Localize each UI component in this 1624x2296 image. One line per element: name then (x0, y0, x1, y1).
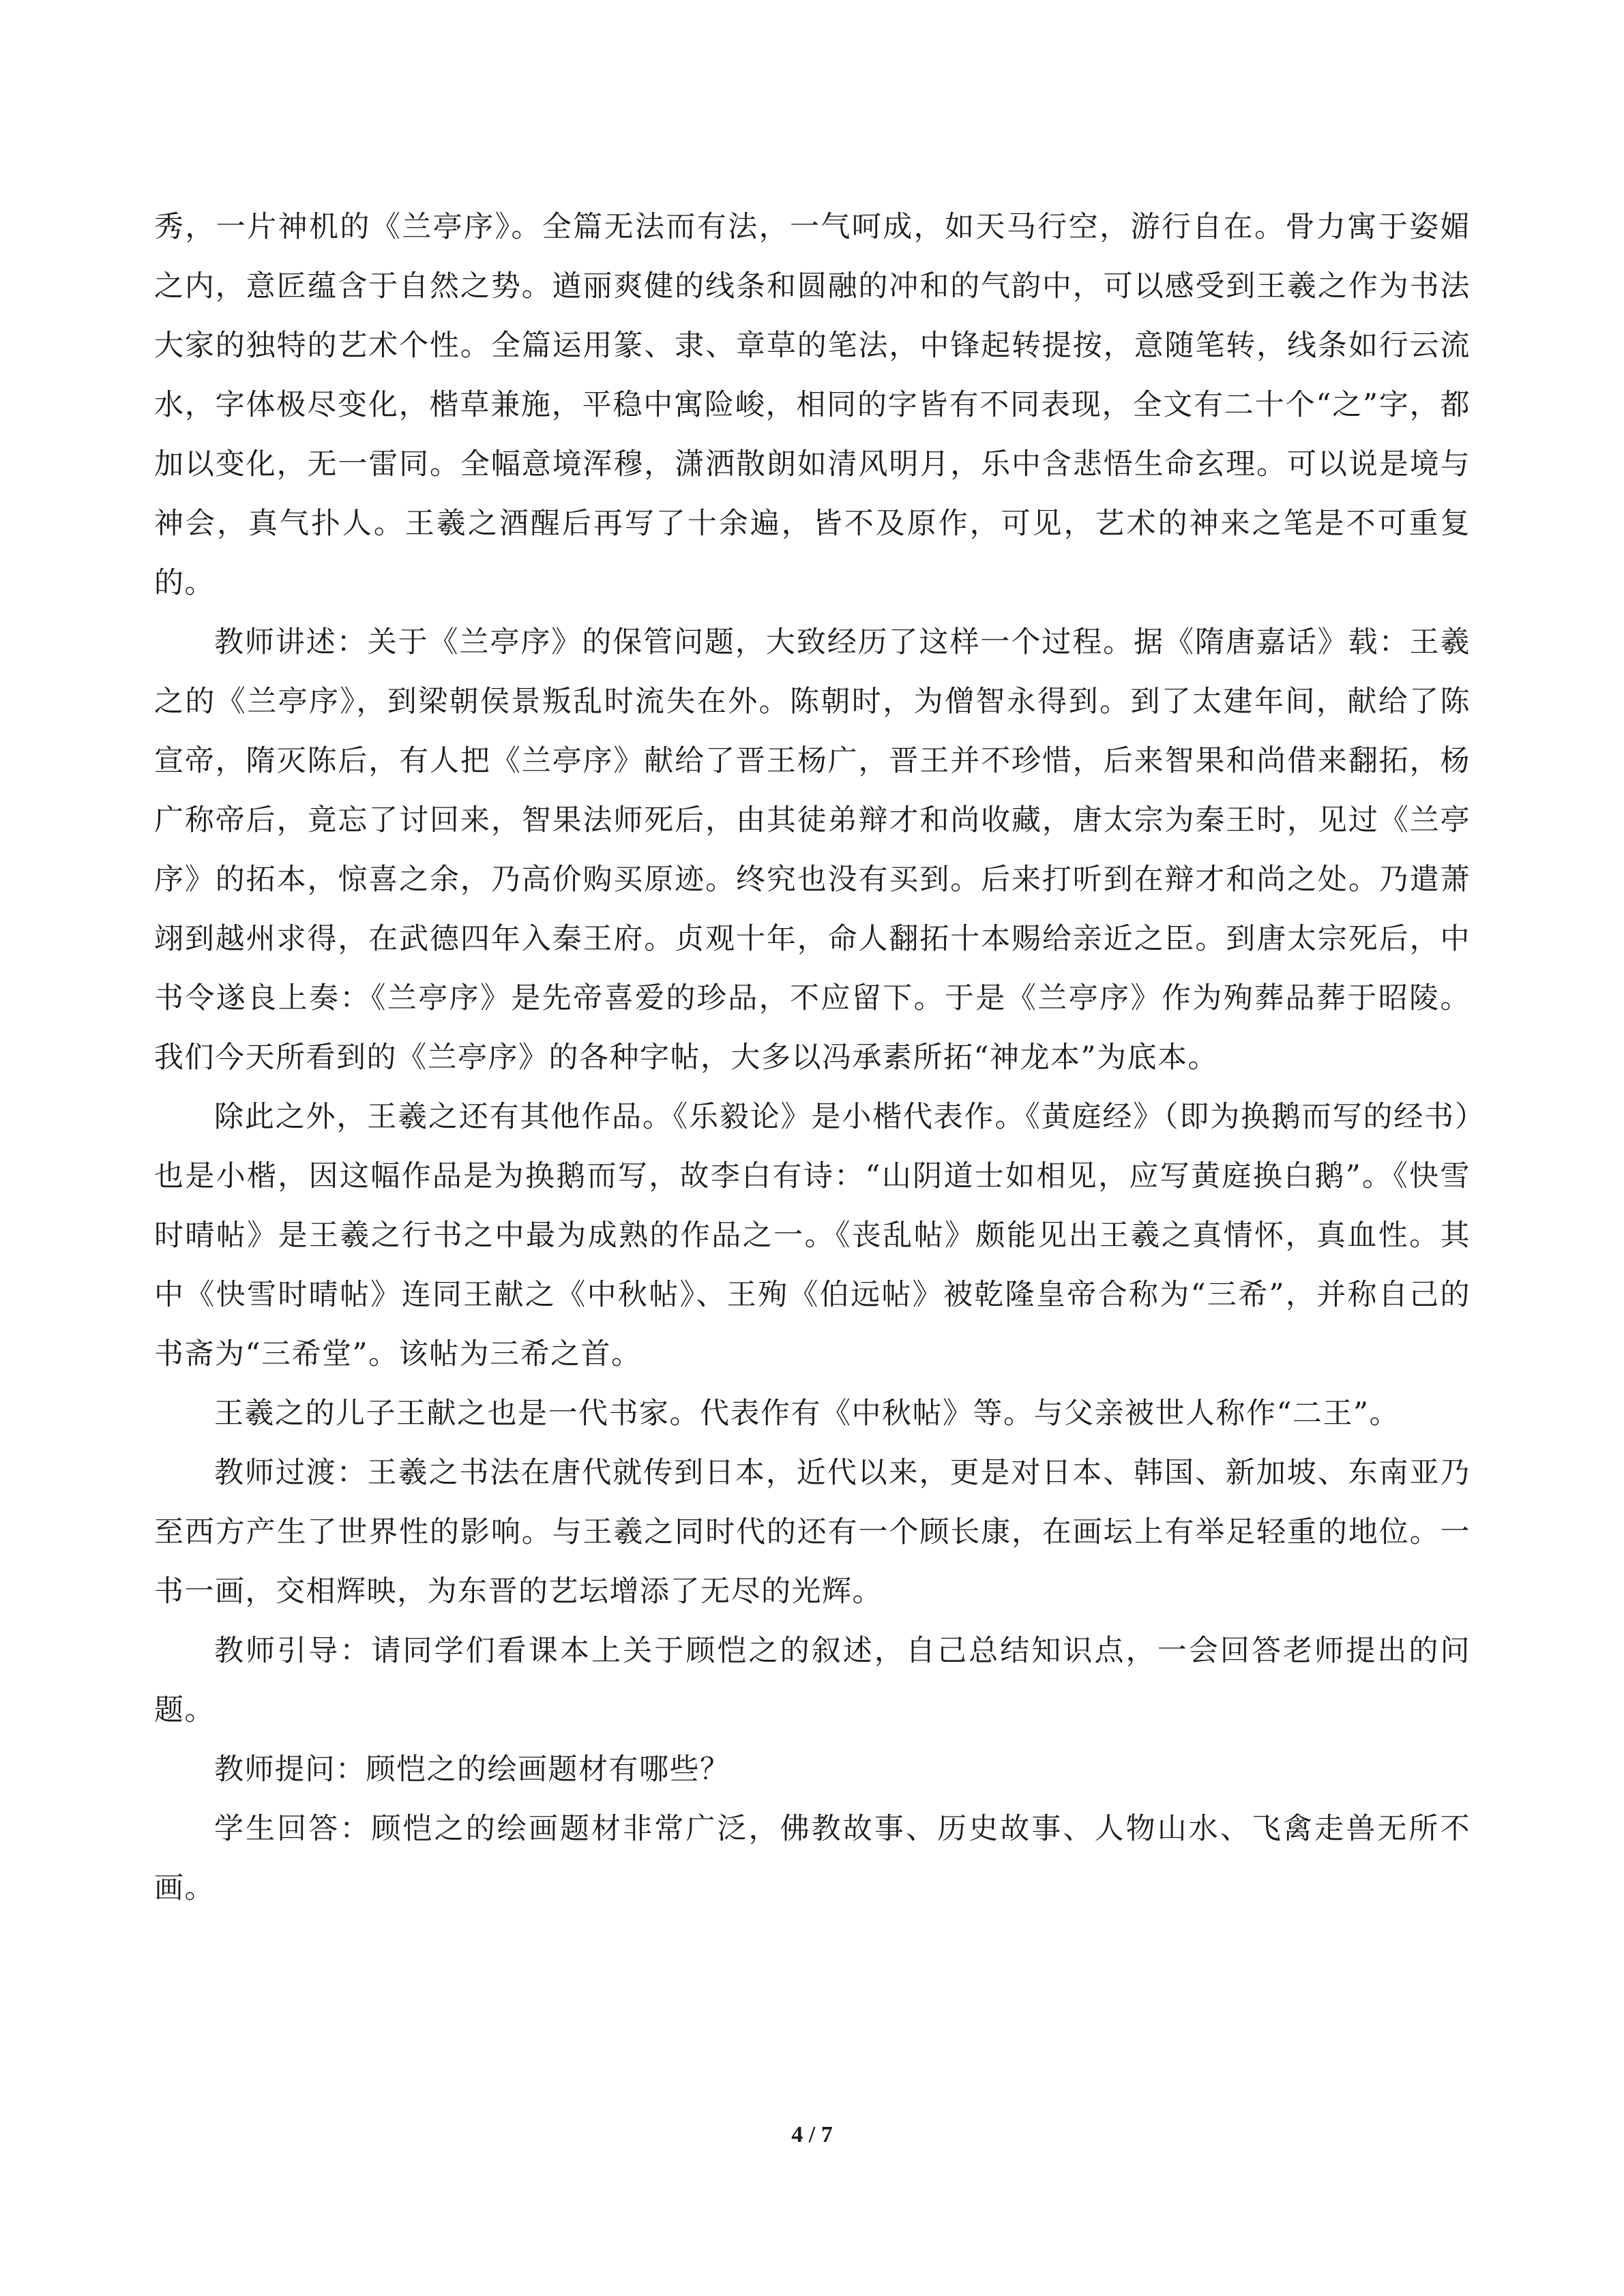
paragraph-continuation-lanting-xu: 秀，一片神机的《兰亭序》。全篇无法而有法，一气呵成，如天马行空，游行自在。骨力寓于姿媚之内，意匠蕴含于自然之势。遒丽爽健的线条和圆融的冲和的气韵中，可以感受到王羲之作为书法大家的独特的艺术个性。全篇运用篆、隶、章草的笔法，中锋起转提按，意随笔转，线条如行云流水，字体极尽变化，楷草兼施，平稳中寓险峻，相同的字皆有不同表现，全文有二十个“之”字，都加以变化，无一雷同。全幅意境浑穆，潇洒散朗如清风明月，乐中含悲悟生命玄理。可以说是境与神会，真气扑人。王羲之酒醒后再写了十余遍，皆不及原作，可见，艺术的神来之笔是不可重复的。 (154, 210, 1471, 600)
paragraph-wang-xianzhi: 王羲之的儿子王献之也是一代书家。代表作有《中秋帖》等。与父亲被世人称作“二王”。 (214, 1397, 1400, 1431)
paragraph-teacher-transition: 教师过渡：王羲之书法在唐代就传到日本，近代以来，更是对日本、韩国、新加坡、东南亚乃至西方产生了世界性的影响。与王羲之同时代的还有一个顾长康，在画坛上有举足轻重的地位。一书一画，交相辉映，为东晋的艺坛增添了无尽的光辉。 (154, 1456, 1471, 1609)
paragraph-other-works: 除此之外，王羲之还有其他作品。《乐毅论》是小楷代表作。《黄庭经》（即为换鹅而写的经书）也是小楷，因这幅作品是为换鹅而写，故李白有诗：“山阴道士如相见，应写黄庭换白鹅”。《快雪时晴帖》是王羲之行书之中最为成熟的作品之一。《丧乱帖》颇能见出王羲之真情怀，真血性。其中《快雪时晴帖》连同王献之《中秋帖》、王殉《伯远帖》被乾隆皇帝合称为“三希”，并称自己的书斋为“三希堂”。该帖为三希之首。 (154, 1100, 1471, 1371)
paragraph-teacher-guidance: 教师引导：请同学们看课本上关于顾恺之的叙述，自己总结知识点，一会回答老师提出的问题。 (154, 1634, 1471, 1727)
page-number: 4 / 7 (791, 2122, 833, 2147)
paragraph-teacher-narration: 教师讲述：关于《兰亭序》的保管问题，大致经历了这样一个过程。据《隋唐嘉话》载：王羲之的《兰亭序》，到梁朝侯景叛乱时流失在外。陈朝时，为僧智永得到。到了太建年间，献给了陈宣帝，隋灭陈后，有人把《兰亭序》献给了晋王杨广，晋王并不珍惜，后来智果和尚借来翻拓，杨广称帝后，竟忘了讨回来，智果法师死后，由其徒弟辩才和尚收藏，唐太宗为秦王时，见过《兰亭序》的拓本，惊喜之余，乃高价购买原迹。终究也没有买到。后来打听到在辩才和尚之处。乃遣萧翊到越州求得，在武德四年入秦王府。贞观十年，命人翻拓十本赐给亲近之臣。到唐太宗死后，中书令遂良上奏：《兰亭序》是先帝喜爱的珍品，不应留下。于是《兰亭序》作为殉葬品葬于昭陵。我们今天所看到的《兰亭序》的各种字帖，大多以冯承素所拓“神龙本”为底本。 (154, 625, 1471, 1075)
body-text (154, 198, 1471, 1918)
paragraph-teacher-question: 教师提问：顾恺之的绘画题材有哪些？ (214, 1753, 730, 1787)
paragraph-student-answer: 学生回答：顾恺之的绘画题材非常广泛，佛教故事、历史故事、人物山水、飞禽走兽无所不画。 (154, 1812, 1471, 1905)
